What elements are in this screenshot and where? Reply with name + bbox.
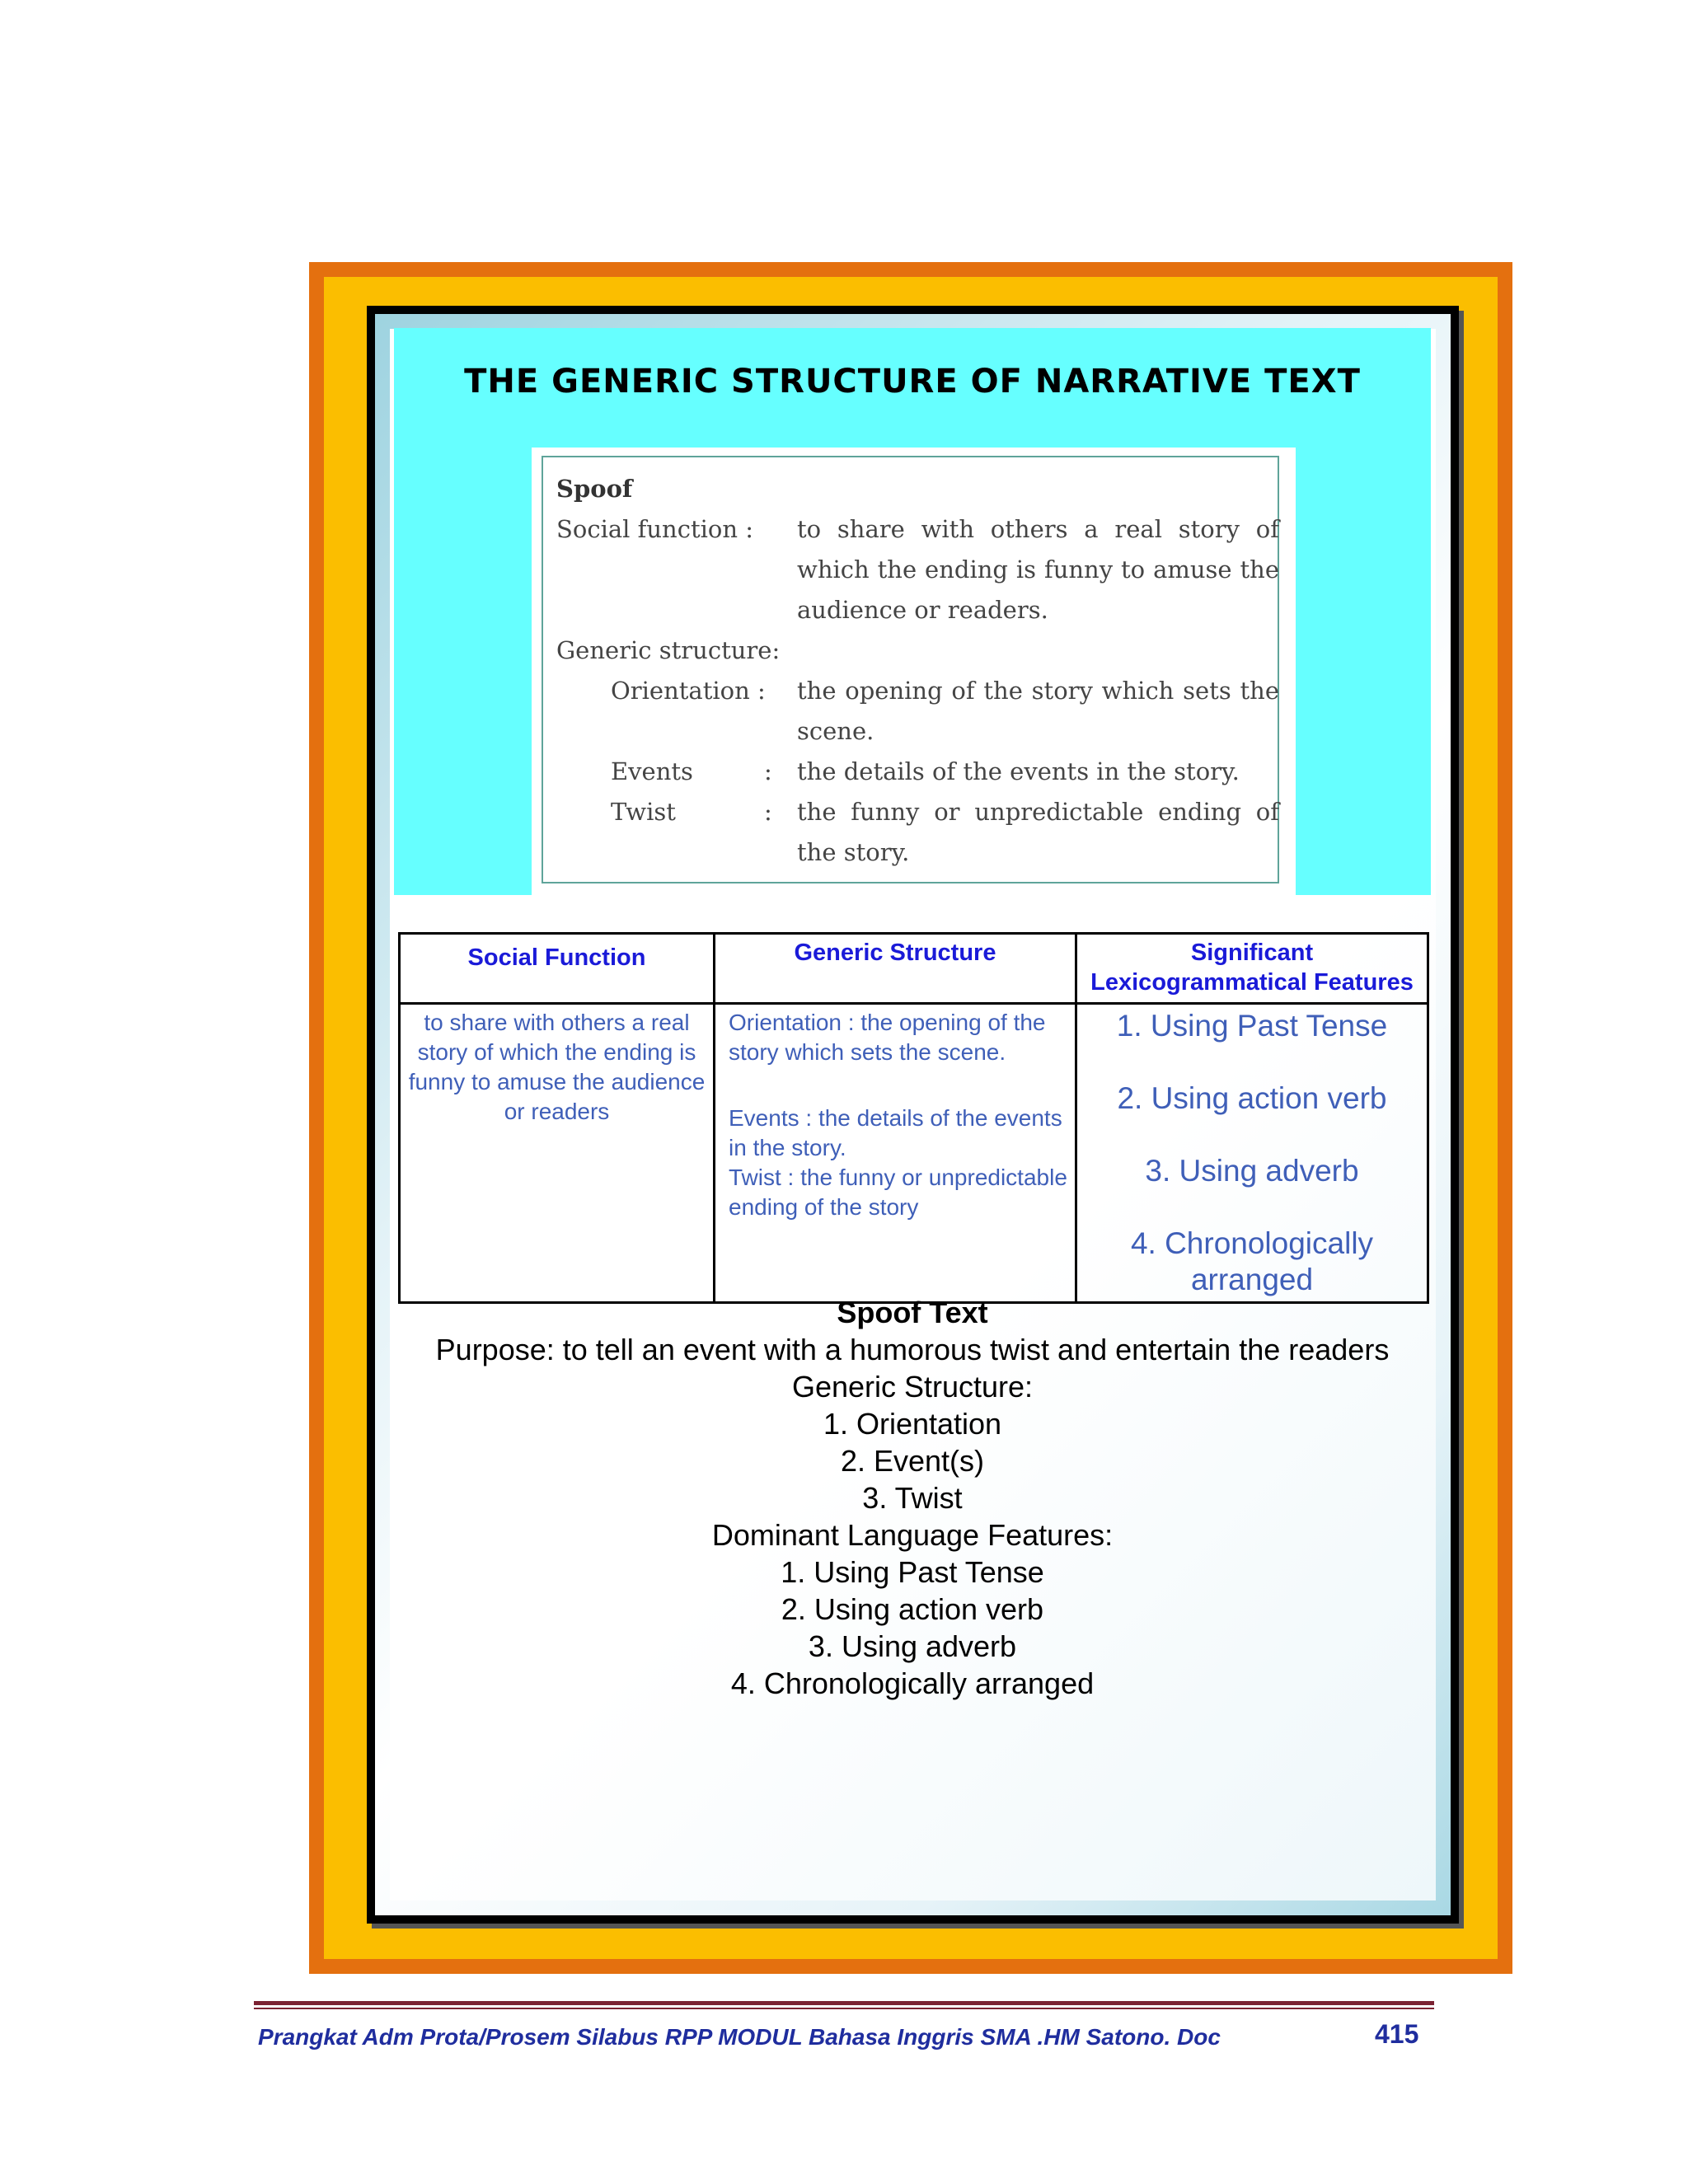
generic-structure-label: Generic structure: [556,636,781,664]
events-text: the details of the events in the story. [797,757,1240,785]
spoof-card-title: Spoof [556,475,633,503]
generic-structure-heading: Generic Structure: [791,1370,1034,1404]
purpose-line: Purpose: to tell an event with a humorous twist and entertain the readers [435,1333,1390,1366]
page-number: 415 [1375,2019,1419,2049]
twist-text: the funny or unpredictable ending of the story. [797,798,1279,866]
header-generic-structure: Generic Structure [715,934,1076,1004]
structure-item: 1. Orientation [823,1407,1002,1441]
cell-social-function: to share with others a real story of which the ending is funny to amuse the audience or readers [400,1004,715,1303]
orientation-label: Orientation : [611,677,766,705]
page-heading: THE GENERIC STRUCTURE OF NARRATIVE TEXT [464,363,1361,401]
table-row [400,1004,1428,1303]
feature-item: 1. Using Past Tense [1116,1009,1388,1043]
footer-divider [254,2001,1434,2005]
footer-text: Prangkat Adm Prota/Prosem Silabus RPP MODUL Bahasa Inggris SMA .HM Satono. Doc [258,2024,1221,2050]
structure-item: 2. Event(s) [840,1444,985,1478]
spoof-text-summary [394,1294,1431,1702]
cell-generic-structure [715,1004,1076,1303]
language-item: 3. Using adverb [808,1629,1017,1663]
cell-events: Events : the details of the events in the story. [729,1105,1062,1160]
feature-item: 4. Chronologically arranged [1130,1226,1374,1296]
structure-item: 3. Twist [862,1481,963,1515]
twist-colon: : [764,798,772,826]
footer-divider-thin [254,2008,1434,2009]
spoof-card-border [542,456,1279,883]
language-item: 4. Chronologically arranged [730,1666,1095,1700]
feature-item: 3. Using adverb [1145,1154,1359,1188]
feature-item: 2. Using action verb [1117,1081,1387,1115]
events-colon: : [764,757,772,785]
twist-label: Twist [611,798,676,826]
features-table [398,932,1429,1304]
events-label: Events [611,757,693,785]
table-header-row [400,934,1428,1004]
social-function-text: to share with others a real story of which the ending is funny to amuse the audience or readers. [797,515,1279,624]
spoof-definition-card [532,448,1296,895]
language-item: 2. Using action verb [781,1592,1044,1626]
cell-orientation: Orientation : the opening of the story which sets the scene. [729,1010,1046,1065]
orientation-text: the opening of the story which sets the scene. [797,677,1279,745]
spoof-text-title: Spoof Text [837,1296,988,1329]
cell-twist: Twist : the funny or unpredictable ending of the story [729,1165,1067,1220]
language-features-heading: Dominant Language Features: [711,1518,1114,1552]
header-lexicogrammatical-features: Significant Lexicogrammatical Features [1076,934,1428,1004]
cell-features [1076,1004,1428,1303]
language-item: 1. Using Past Tense [781,1555,1044,1589]
social-function-label: Social function : [556,515,754,543]
header-social-function: Social Function [400,934,715,1004]
